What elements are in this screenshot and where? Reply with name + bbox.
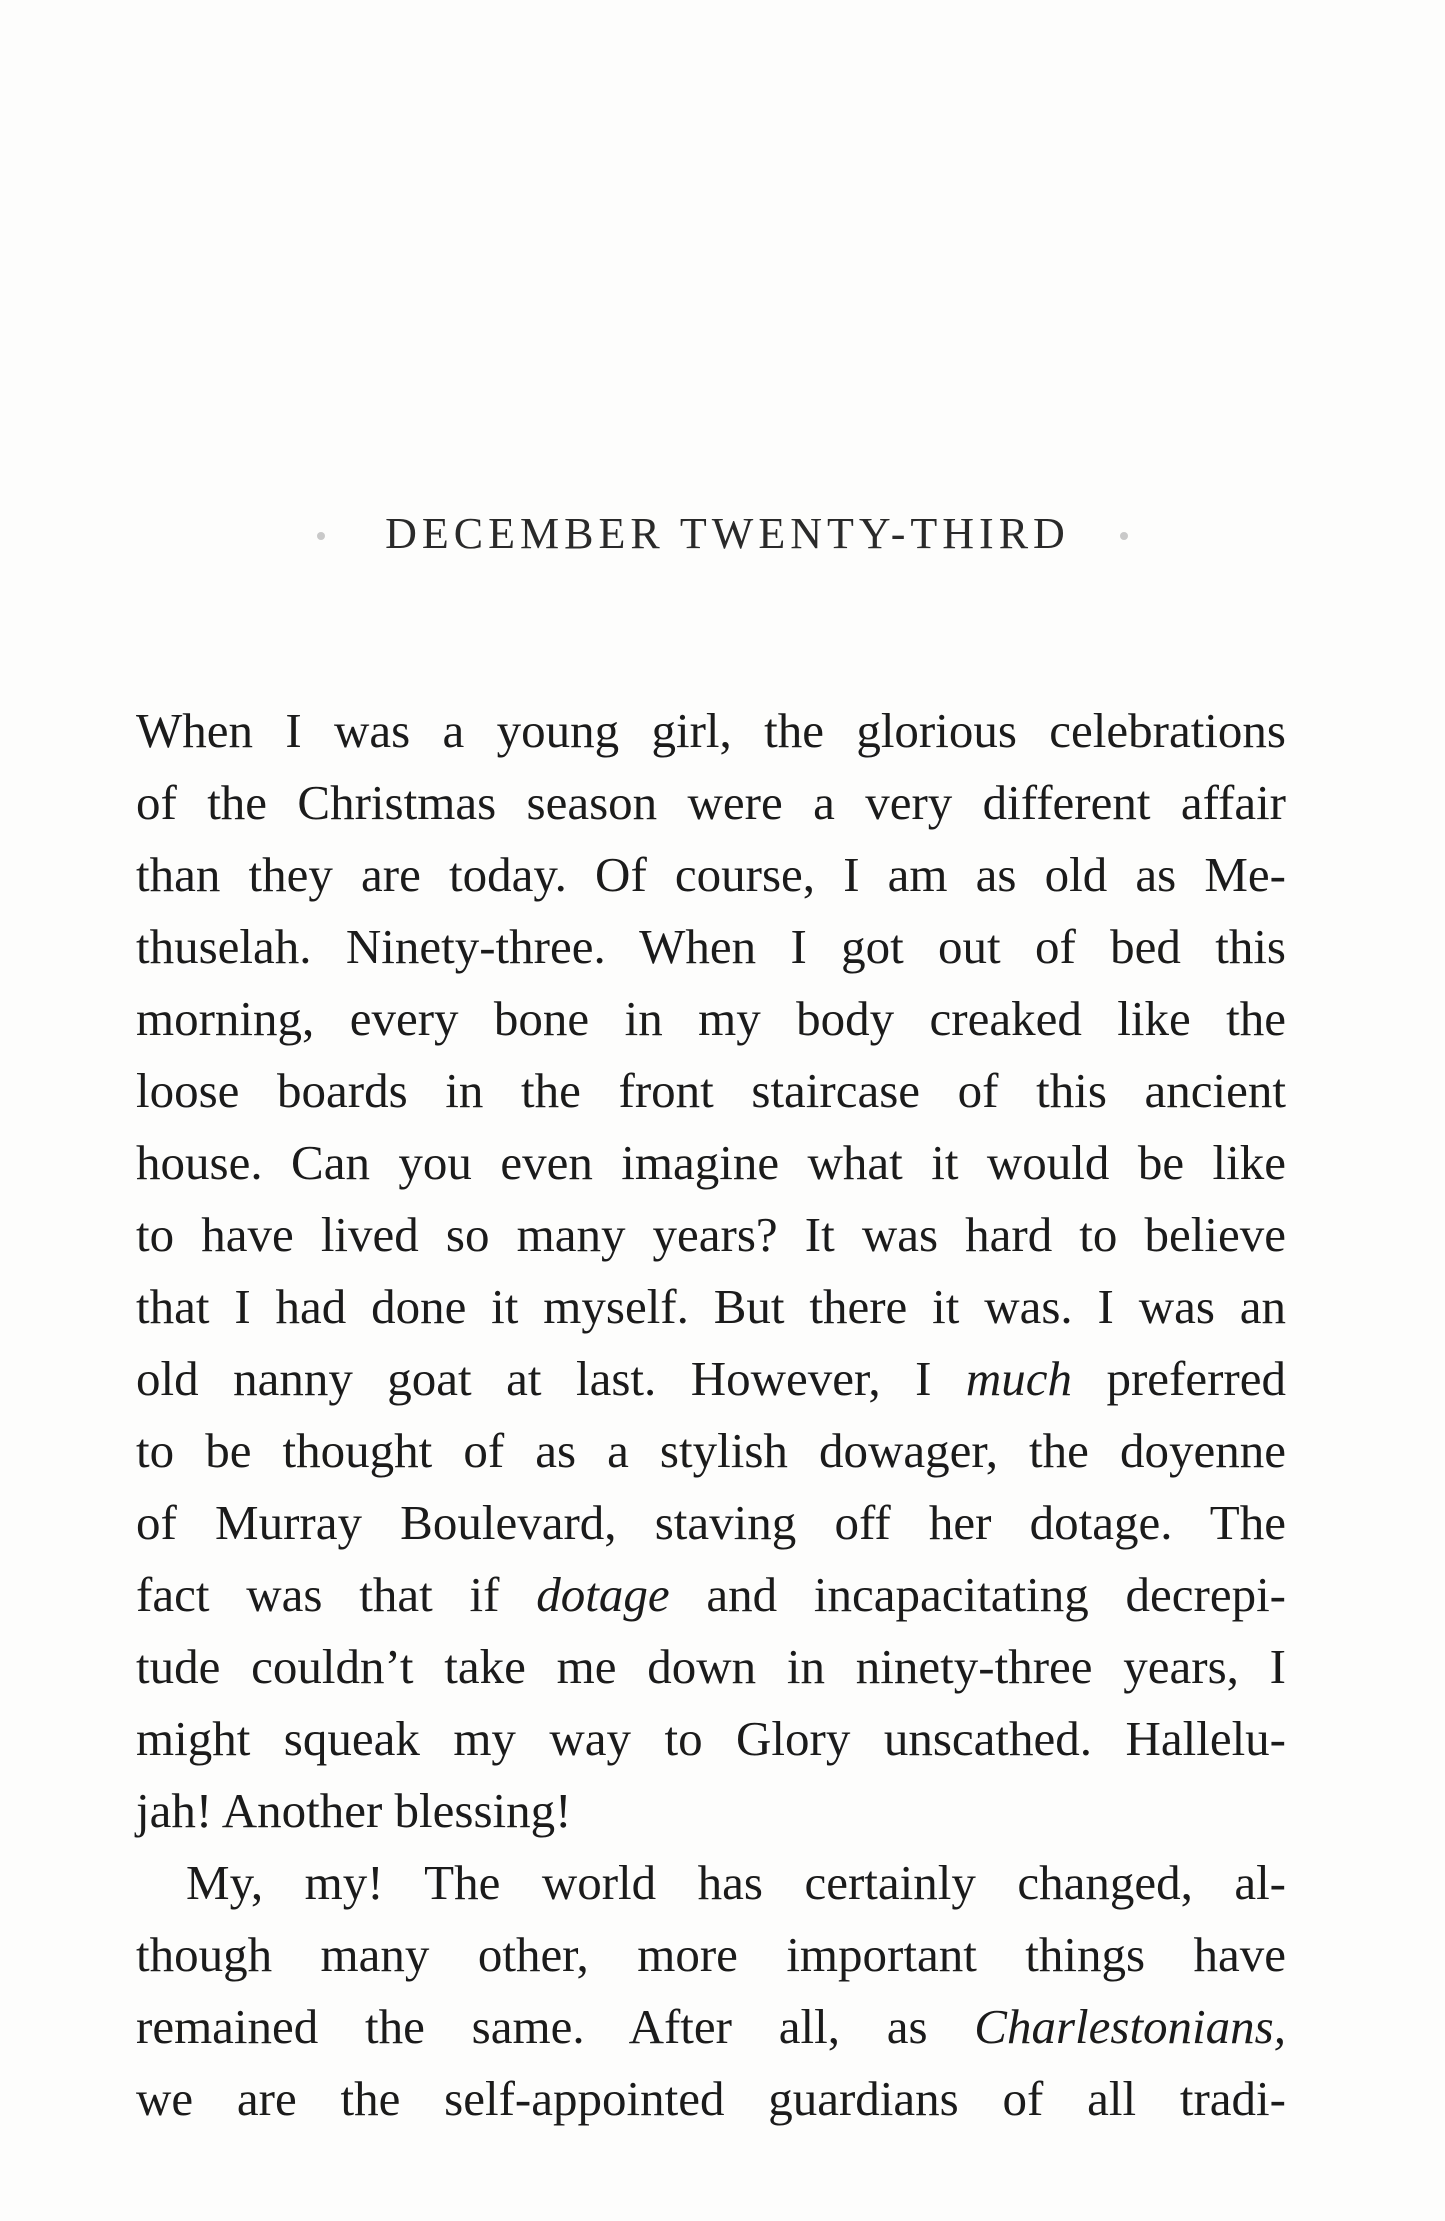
text-line: to have lived so many years? It was hard to believe — [136, 1207, 1286, 1262]
text-line: remained the same. After all, as Charlestonians, — [136, 1999, 1286, 2054]
chapter-heading — [0, 508, 1445, 559]
text-line: tude couldn’t take me down in ninety-three years, I — [136, 1639, 1286, 1694]
text-line: of Murray Boulevard, staving off her dotage. The — [136, 1495, 1286, 1550]
italic-emphasis: much — [965, 1351, 1073, 1406]
text-line: to be thought of as a stylish dowager, the doyenne — [136, 1423, 1286, 1478]
text-line: thuselah. Ninety-three. When I got out of bed this — [136, 919, 1286, 974]
text-line: that I had done it myself. But there it was. I was an — [136, 1279, 1286, 1334]
text-line: than they are today. Of course, I am as old as Me- — [136, 847, 1286, 902]
text-line: loose boards in the front staircase of this ancient — [136, 1063, 1286, 1118]
text-line: though many other, more important things have — [136, 1927, 1286, 1982]
text-line: My, my! The world has certainly changed, al- — [186, 1855, 1286, 1910]
text-line: might squeak my way to Glory unscathed. Hallelu- — [136, 1711, 1286, 1766]
ornament-dot-left — [317, 532, 325, 540]
text-line: old nanny goat at last. However, I much preferred — [136, 1351, 1287, 1406]
text-line: of the Christmas season were a very different affair — [136, 775, 1286, 830]
text-line: house. Can you even imagine what it would be like — [136, 1135, 1286, 1190]
italic-emphasis: Charlestonians, — [974, 1999, 1286, 2054]
ornament-dot-right — [1120, 532, 1128, 540]
chapter-title: DECEMBER TWENTY-THIRD — [385, 509, 1070, 558]
text-line: morning, every bone in my body creaked like the — [136, 991, 1286, 1046]
text-line: we are the self-appointed guardians of all tradi- — [136, 2071, 1286, 2126]
italic-emphasis: dotage — [536, 1567, 670, 1622]
text-line: When I was a young girl, the glorious celebrations — [136, 703, 1286, 758]
text-line: fact was that if dotage and incapacitating decrepi- — [136, 1567, 1286, 1622]
body-text — [136, 695, 1286, 2135]
text-line: jah! Another blessing! — [136, 1783, 572, 1838]
